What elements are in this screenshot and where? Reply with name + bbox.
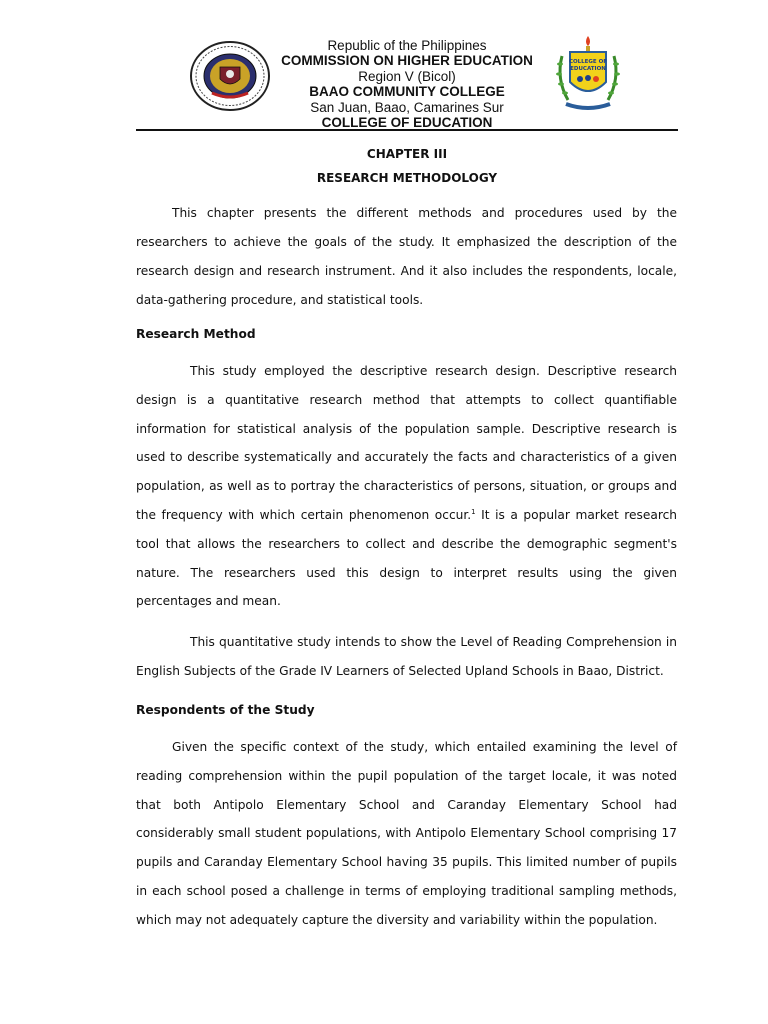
research-method-paragraph-1 bbox=[136, 357, 677, 616]
heading-research-method: Research Method bbox=[136, 327, 256, 341]
crest-text-education: EDUCATION bbox=[570, 66, 606, 72]
heading-respondents: Respondents of the Study bbox=[136, 703, 315, 717]
letterhead bbox=[136, 30, 678, 130]
header-line-college: BAAO COMMUNITY COLLEGE bbox=[309, 84, 505, 100]
header-line-college-of-education: COLLEGE OF EDUCATION bbox=[321, 115, 493, 131]
header-divider bbox=[136, 129, 678, 131]
research-method-text-b: It is a popular market research tool that allows the researchers to collect and describe the demographic segment's nature. The researchers used this design to interpret results using the given percentages and mean. bbox=[136, 507, 677, 609]
college-of-education-crest bbox=[554, 34, 622, 114]
footnote-mark: 1 bbox=[471, 507, 476, 516]
header-line-republic: Republic of the Philippines bbox=[327, 38, 487, 53]
chapter-number: CHAPTER III bbox=[366, 147, 448, 161]
header-line-ched: COMMISSION ON HIGHER EDUCATION bbox=[281, 53, 533, 69]
intro-paragraph: This chapter presents the different methods and procedures used by the researchers to achieve the goals of the study. It emphasized the description of the research design and research instrument. And it also includes the respondents, locale, data-gathering procedure, and statistical tools. bbox=[136, 206, 677, 307]
respondents-paragraph: Given the specific context of the study, which entailed examining the level of reading comprehension within the pupil population of the target locale, it was noted that both Antipolo Elementary School and Caranday Elementary School had considerably small student populations, with Antipolo Elementary School comprising 17 pupils and Caranday Elementary School having 35 pupils. This limited number of pupils in each school posed a challenge in terms of employing traditional sampling methods, which may not adequately capture the diversity and variability within the population. bbox=[136, 740, 677, 927]
crest-text-college-of: COLLEGE OF bbox=[568, 59, 608, 65]
header-line-region: Region V (Bicol) bbox=[358, 68, 456, 84]
header-line-address: San Juan, Baao, Camarines Sur bbox=[310, 99, 504, 115]
research-method-paragraph-2: This quantitative study intends to show the Level of Reading Comprehension in English Subjects of the Grade IV Learners of Selected Upland Schools in Baao, District. bbox=[136, 635, 677, 678]
chapter-title: RESEARCH METHODOLOGY bbox=[316, 171, 498, 185]
research-method-text-a: This study employed the descriptive research design. Descriptive research design is a quantitative research method that attempts to collect quantifiable information for statistical analysis of the population sample. Descriptive research is used to describe systematically and accurately the facts and characteristics of a given population, as well as to portray the characteristics of persons, situation, or groups and the frequency with which certain phenomenon occur. bbox=[136, 364, 677, 522]
